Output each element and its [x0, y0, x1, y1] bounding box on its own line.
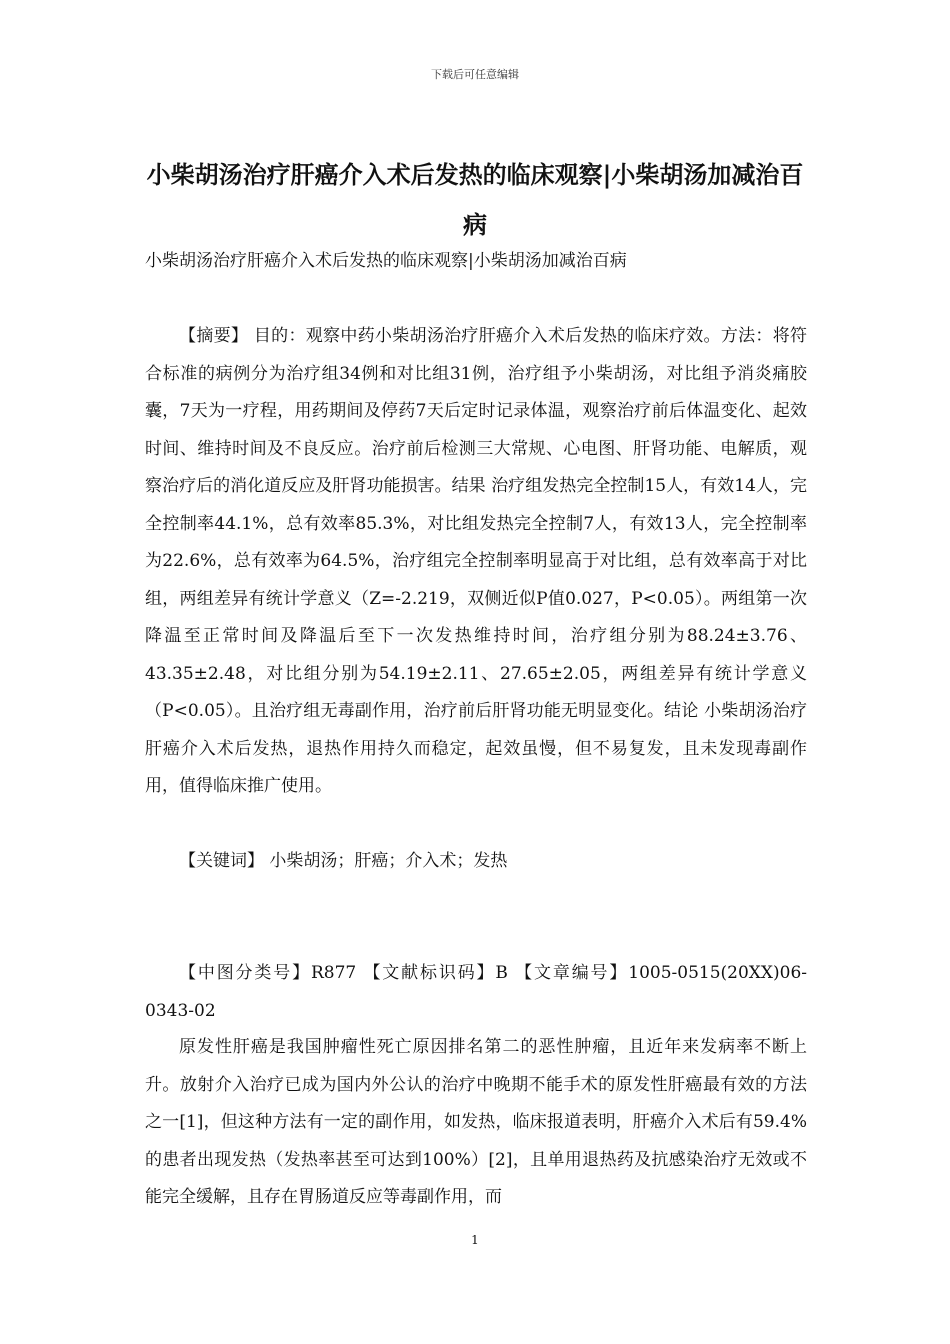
abstract-paragraph: 【摘要】 目的：观察中药小柴胡汤治疗肝癌介入术后发热的临床疗效。方法：将符合标准的病例分为治疗组34例和对比组31例，治疗组予小柴胡汤，对比组予消炎痛胶囊，7天为一疗程，用药期间及停药7天后定时记录体温，观察治疗前后体温变化、起效时间、维持时间及不良反应。治疗前后检测三大常规、心电图、肝肾功能、电解质，观察治疗后的消化道反应及肝肾功能损害。结果 治疗组发热完全控制15人，有效14人，完全控制率44.1%，总有效率85.3%，对比组发热完全控制7人，有效13人，完全控制率为22.6%，总有效率为64.5%，治疗组完全控制率明显高于对比组，总有效率高于对比组，两组差异有统计学意义（Z=-2.219，双侧近似P值0.027，P<0.05）。两组第一次降温至正常时间及降温后至下一次发热维持时间，治疗组分别为88.24±3.76、43.35±2.48，对比组分别为54.19±2.11、27.65±2.05，两组差异有统计学意义（P<0.05）。且治疗组无毒副作用，治疗前后肝肾功能无明显变化。结论 小柴胡汤治疗肝癌介入术后发热，退热作用持久而稳定，起效虽慢，但不易复发，且未发现毒副作用，值得临床推广使用。 [145, 326, 807, 796]
introduction-paragraph: 原发性肝癌是我国肿瘤性死亡原因排名第二的恶性肿瘤，且近年来发病率不断上升。放射介入治疗已成为国内外公认的治疗中晚期不能手术的原发性肝癌最有效的方法之一[1]，但这种方法有一定的副作用，如发热，临床报道表明，肝癌介入术后有59.4%的患者出现发热（发热率甚至可达到100%）[2]，且单用退热药及抗感染治疗无效或不能完全缓解，且存在胃肠道反应等毒副作用，而 [145, 1037, 807, 1207]
article-title: 小柴胡汤治疗肝癌介入术后发热的临床观察|小柴胡汤加减治百病 [146, 161, 804, 239]
header-note: 下载后可任意编辑 [431, 68, 519, 81]
page-number: 1 [471, 1233, 479, 1247]
article-subtitle: 小柴胡汤治疗肝癌介入术后发热的临床观察|小柴胡汤加减治百病 [145, 251, 627, 271]
keywords-paragraph: 【关键词】 小柴胡汤；肝癌；介入术；发热 [179, 851, 508, 871]
classification-paragraph: 【中图分类号】R877 【文献标识码】B 【文章编号】1005-0515(20XX)06-0343-02 [145, 963, 807, 1021]
